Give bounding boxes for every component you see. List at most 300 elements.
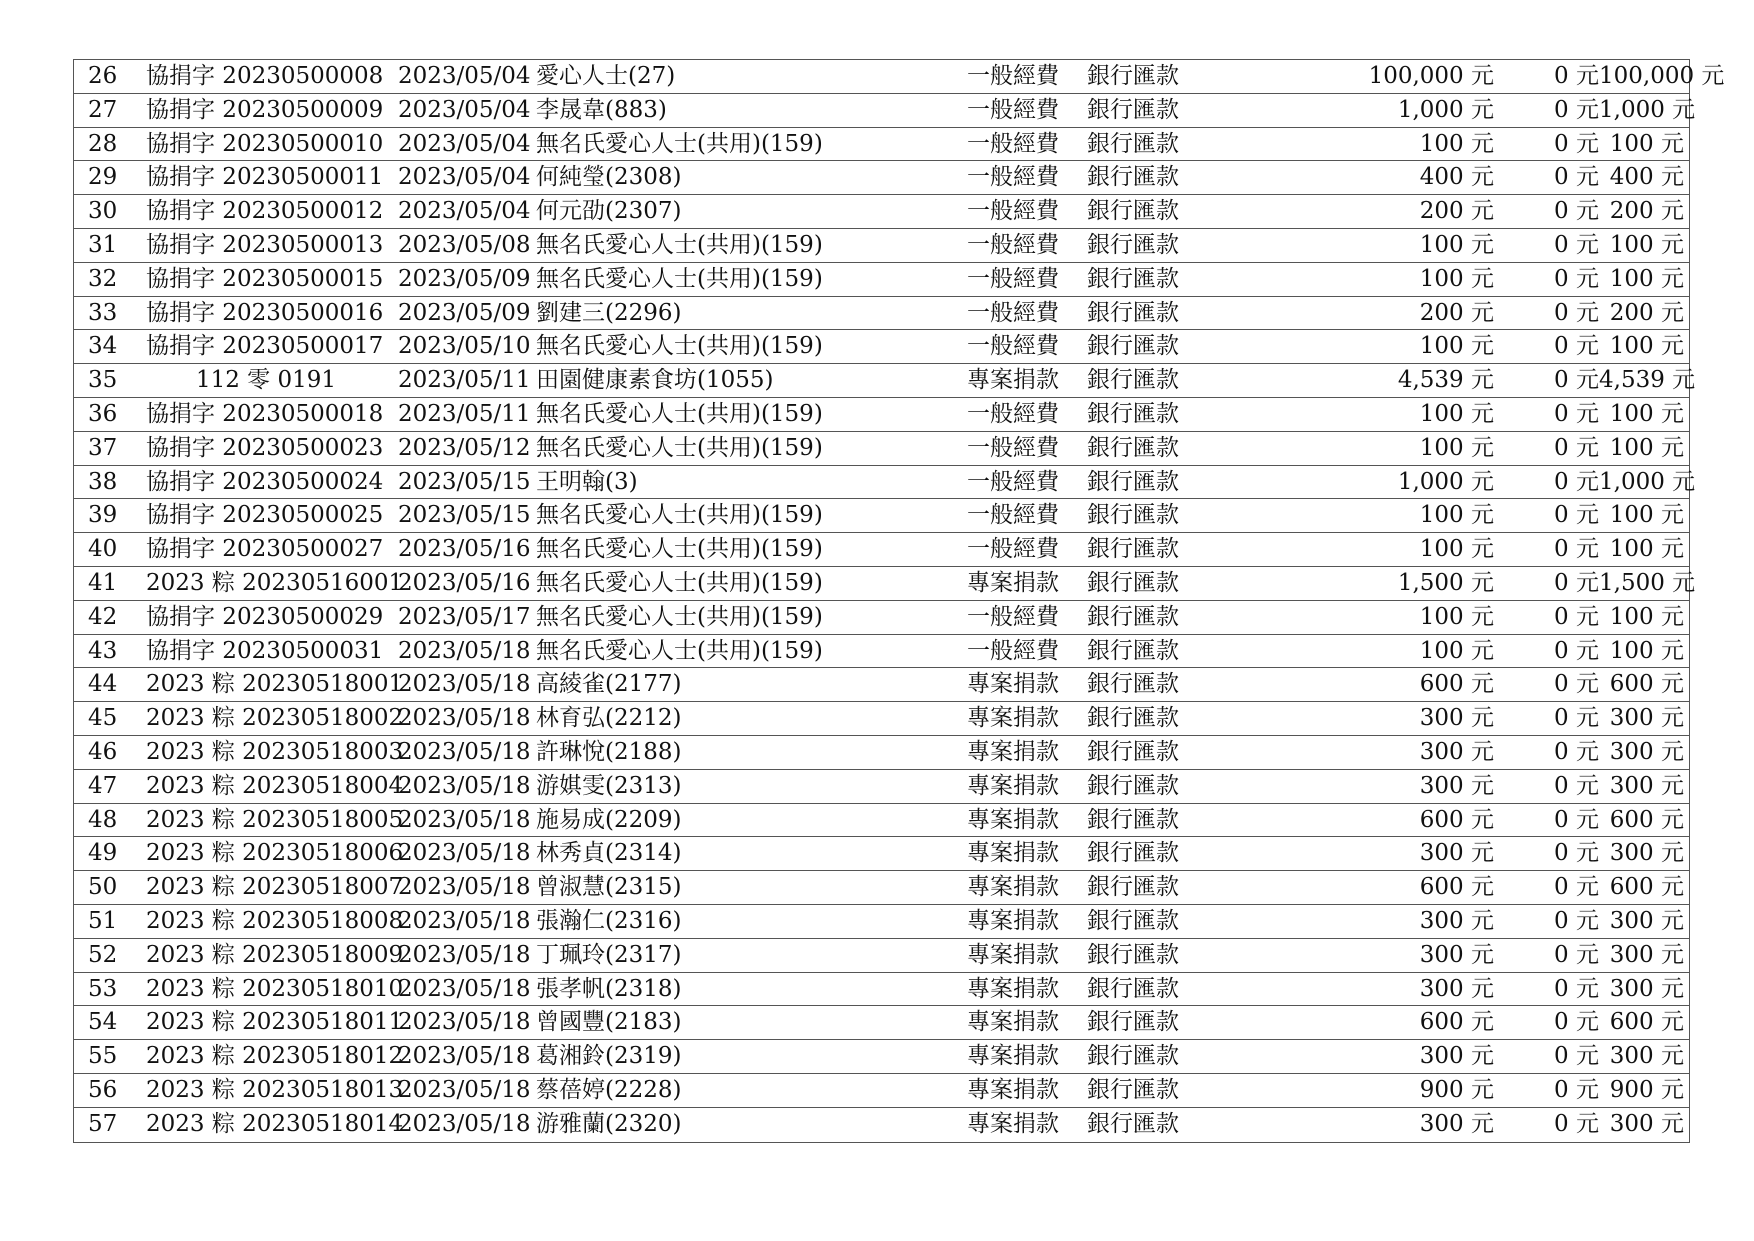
table-row <box>74 263 1689 297</box>
net-amount: 100 元 <box>1609 434 1684 461</box>
fee-amount: 0 元 <box>1554 941 1599 968</box>
donor-name: 李晟韋(883) <box>536 96 667 123</box>
fee-amount: 0 元 <box>1554 231 1599 258</box>
donation-date: 2023/05/04 <box>398 130 531 157</box>
net-amount: 300 元 <box>1609 840 1684 867</box>
payment-method: 銀行匯款 <box>1087 907 1179 934</box>
donor-name: 游娸雯(2313) <box>536 772 682 799</box>
net-amount: 100 元 <box>1609 536 1684 563</box>
donation-amount: 200 元 <box>1419 198 1494 225</box>
payment-method: 銀行匯款 <box>1087 840 1179 867</box>
donation-amount: 100 元 <box>1419 231 1494 258</box>
donor-name: 無名氏愛心人士(共用)(159) <box>536 231 823 258</box>
donor-name: 劉建三(2296) <box>536 299 682 326</box>
table-row <box>74 533 1689 567</box>
donation-date: 2023/05/16 <box>398 569 531 596</box>
payment-method: 銀行匯款 <box>1087 164 1179 191</box>
row-number: 36 <box>88 400 118 427</box>
row-number: 35 <box>88 367 118 394</box>
receipt-number: 協捐字 20230500024 <box>146 468 384 495</box>
donor-name: 施易成(2209) <box>536 806 682 833</box>
donor-name: 曾國豐(2183) <box>536 1009 682 1036</box>
payment-method: 銀行匯款 <box>1087 671 1179 698</box>
donation-table <box>73 59 1725 1143</box>
table-row <box>74 567 1696 601</box>
donor-name: 蔡蓓婷(2228) <box>536 1076 682 1103</box>
table-row <box>74 837 1689 871</box>
fee-amount: 0 元 <box>1554 536 1599 563</box>
fee-amount: 0 元 <box>1554 671 1599 698</box>
payment-method: 銀行匯款 <box>1087 536 1179 563</box>
payment-method: 銀行匯款 <box>1087 1043 1179 1070</box>
donation-purpose: 一般經費 <box>967 231 1059 258</box>
fee-amount: 0 元 <box>1554 772 1599 799</box>
table-row <box>74 161 1689 195</box>
receipt-number: 協捐字 20230500018 <box>146 400 384 427</box>
receipt-number: 2023 粽 20230518009 <box>146 941 404 968</box>
receipt-number: 協捐字 20230500017 <box>146 333 384 360</box>
net-amount: 300 元 <box>1609 738 1684 765</box>
donor-name: 愛心人士(27) <box>536 63 676 89</box>
donation-purpose: 專案捐款 <box>967 806 1059 833</box>
donation-date: 2023/05/18 <box>398 806 531 833</box>
net-amount: 1,000 元 <box>1599 96 1696 123</box>
net-amount: 4,539 元 <box>1599 367 1696 394</box>
receipt-number: 協捐字 20230500023 <box>146 434 384 461</box>
payment-method: 銀行匯款 <box>1087 96 1179 123</box>
donor-name: 無名氏愛心人士(共用)(159) <box>536 637 823 664</box>
donor-name: 游雅蘭(2320) <box>536 1110 682 1137</box>
donation-date: 2023/05/04 <box>398 96 531 123</box>
donation-amount: 300 元 <box>1419 705 1494 732</box>
donation-date: 2023/05/09 <box>398 299 531 326</box>
row-number: 38 <box>88 468 118 495</box>
donation-date: 2023/05/18 <box>398 1009 531 1036</box>
donation-date: 2023/05/11 <box>398 400 531 427</box>
payment-method: 銀行匯款 <box>1087 400 1179 427</box>
net-amount: 300 元 <box>1609 705 1684 732</box>
row-number: 34 <box>88 333 118 360</box>
receipt-number: 協捐字 20230500008 <box>146 63 384 89</box>
donation-amount: 100 元 <box>1419 333 1494 360</box>
payment-method: 銀行匯款 <box>1087 637 1179 664</box>
row-number: 47 <box>88 772 118 799</box>
net-amount: 300 元 <box>1609 975 1684 1002</box>
receipt-number: 2023 粽 20230518013 <box>146 1076 404 1103</box>
table-row <box>74 128 1689 162</box>
receipt-number: 協捐字 20230500011 <box>146 164 384 191</box>
donation-purpose: 專案捐款 <box>967 705 1059 732</box>
table-row <box>74 195 1689 229</box>
donor-name: 無名氏愛心人士(共用)(159) <box>536 333 823 360</box>
donation-date: 2023/05/15 <box>398 502 531 529</box>
row-number: 53 <box>88 975 118 1002</box>
table-row <box>74 804 1689 838</box>
payment-method: 銀行匯款 <box>1087 975 1179 1002</box>
donor-name: 田園健康素食坊(1055) <box>536 367 774 394</box>
fee-amount: 0 元 <box>1554 63 1599 89</box>
donation-amount: 100 元 <box>1419 502 1494 529</box>
donation-amount: 200 元 <box>1419 299 1494 326</box>
net-amount: 300 元 <box>1609 1043 1684 1070</box>
receipt-number: 協捐字 20230500029 <box>146 603 384 630</box>
row-number: 56 <box>88 1076 118 1103</box>
net-amount: 600 元 <box>1609 874 1684 901</box>
fee-amount: 0 元 <box>1554 96 1599 123</box>
table-row <box>74 499 1689 533</box>
donor-name: 林秀貞(2314) <box>536 840 682 867</box>
donation-purpose: 一般經費 <box>967 333 1059 360</box>
table-row <box>74 736 1689 770</box>
table-row <box>74 871 1689 905</box>
fee-amount: 0 元 <box>1554 603 1599 630</box>
table-row <box>74 1006 1689 1040</box>
table-row <box>74 432 1689 466</box>
donation-date: 2023/05/18 <box>398 941 531 968</box>
payment-method: 銀行匯款 <box>1087 434 1179 461</box>
payment-method: 銀行匯款 <box>1087 569 1179 596</box>
receipt-number: 協捐字 20230500016 <box>146 299 384 326</box>
donor-name: 何純瑩(2308) <box>536 164 682 191</box>
payment-method: 銀行匯款 <box>1087 198 1179 225</box>
donation-amount: 100 元 <box>1419 603 1494 630</box>
receipt-number: 協捐字 20230500015 <box>146 265 384 292</box>
fee-amount: 0 元 <box>1554 1110 1599 1137</box>
donation-amount: 600 元 <box>1419 1009 1494 1036</box>
donation-purpose: 一般經費 <box>967 637 1059 664</box>
donor-name: 許琳悅(2188) <box>536 738 682 765</box>
receipt-number: 協捐字 20230500012 <box>146 198 384 225</box>
donation-date: 2023/05/18 <box>398 840 531 867</box>
donor-name: 丁珮玲(2317) <box>536 941 682 968</box>
receipt-number: 2023 粽 20230518010 <box>146 975 404 1002</box>
row-number: 32 <box>88 265 118 292</box>
net-amount: 1,500 元 <box>1599 569 1696 596</box>
net-amount: 300 元 <box>1609 907 1684 934</box>
donation-amount: 1,500 元 <box>1397 569 1494 596</box>
donation-amount: 300 元 <box>1419 975 1494 1002</box>
payment-method: 銀行匯款 <box>1087 333 1179 360</box>
net-amount: 100 元 <box>1609 400 1684 427</box>
donation-date: 2023/05/18 <box>398 637 531 664</box>
table-row <box>74 905 1689 939</box>
donation-amount: 300 元 <box>1419 1110 1494 1137</box>
donation-amount: 100 元 <box>1419 434 1494 461</box>
donation-date: 2023/05/18 <box>398 671 531 698</box>
row-number: 46 <box>88 738 118 765</box>
payment-method: 銀行匯款 <box>1087 874 1179 901</box>
donation-amount: 100 元 <box>1419 637 1494 664</box>
donation-date: 2023/05/18 <box>398 1043 531 1070</box>
donation-amount: 900 元 <box>1419 1076 1494 1103</box>
net-amount: 400 元 <box>1609 164 1684 191</box>
fee-amount: 0 元 <box>1554 198 1599 225</box>
net-amount: 100 元 <box>1609 130 1684 157</box>
row-number: 55 <box>88 1043 118 1070</box>
donation-amount: 4,539 元 <box>1397 367 1494 394</box>
donation-date: 2023/05/04 <box>398 63 531 89</box>
donation-date: 2023/05/08 <box>398 231 531 258</box>
table-row <box>74 668 1689 702</box>
donation-amount: 300 元 <box>1419 772 1494 799</box>
donor-name: 無名氏愛心人士(共用)(159) <box>536 265 823 292</box>
table-row <box>74 94 1696 128</box>
receipt-number: 協捐字 20230500013 <box>146 231 384 258</box>
donor-name: 林育弘(2212) <box>536 705 682 732</box>
donation-purpose: 專案捐款 <box>967 1043 1059 1070</box>
donation-date: 2023/05/18 <box>398 1110 531 1137</box>
donation-date: 2023/05/18 <box>398 705 531 732</box>
donation-amount: 1,000 元 <box>1397 96 1494 123</box>
receipt-number: 2023 粽 20230518002 <box>146 705 404 732</box>
donation-purpose: 專案捐款 <box>967 907 1059 934</box>
payment-method: 銀行匯款 <box>1087 130 1179 157</box>
fee-amount: 0 元 <box>1554 1043 1599 1070</box>
receipt-number: 2023 粽 20230518008 <box>146 907 404 934</box>
payment-method: 銀行匯款 <box>1087 299 1179 326</box>
payment-method: 銀行匯款 <box>1087 367 1179 394</box>
donation-amount: 100 元 <box>1419 400 1494 427</box>
payment-method: 銀行匯款 <box>1087 941 1179 968</box>
net-amount: 100,000 元 <box>1599 63 1725 89</box>
donation-purpose: 專案捐款 <box>967 671 1059 698</box>
payment-method: 銀行匯款 <box>1087 1009 1179 1036</box>
table-row <box>74 1040 1689 1074</box>
receipt-number: 2023 粽 20230518014 <box>146 1110 404 1137</box>
receipt-number: 2023 粽 20230518006 <box>146 840 404 867</box>
row-number: 29 <box>88 164 118 191</box>
row-number: 45 <box>88 705 118 732</box>
fee-amount: 0 元 <box>1554 840 1599 867</box>
donation-purpose: 一般經費 <box>967 63 1059 89</box>
row-number: 37 <box>88 434 118 461</box>
payment-method: 銀行匯款 <box>1087 603 1179 630</box>
fee-amount: 0 元 <box>1554 907 1599 934</box>
receipt-number: 2023 粽 20230518005 <box>146 806 404 833</box>
donation-date: 2023/05/18 <box>398 1076 531 1103</box>
donation-amount: 600 元 <box>1419 806 1494 833</box>
donation-amount: 100 元 <box>1419 265 1494 292</box>
donation-date: 2023/05/10 <box>398 333 531 360</box>
table-row <box>74 635 1689 669</box>
row-number: 50 <box>88 874 118 901</box>
row-number: 52 <box>88 941 118 968</box>
donation-purpose: 專案捐款 <box>967 1009 1059 1036</box>
donation-amount: 1,000 元 <box>1397 468 1494 495</box>
receipt-number: 協捐字 20230500010 <box>146 130 384 157</box>
net-amount: 100 元 <box>1609 231 1684 258</box>
row-number: 57 <box>88 1110 118 1137</box>
donor-name: 曾淑慧(2315) <box>536 874 682 901</box>
table-row <box>74 702 1689 736</box>
fee-amount: 0 元 <box>1554 400 1599 427</box>
donation-purpose: 一般經費 <box>967 468 1059 495</box>
net-amount: 200 元 <box>1609 299 1684 326</box>
row-number: 39 <box>88 502 118 529</box>
donor-name: 無名氏愛心人士(共用)(159) <box>536 569 823 596</box>
donation-amount: 300 元 <box>1419 738 1494 765</box>
donation-date: 2023/05/12 <box>398 434 531 461</box>
payment-method: 銀行匯款 <box>1087 265 1179 292</box>
net-amount: 200 元 <box>1609 198 1684 225</box>
donation-purpose: 一般經費 <box>967 502 1059 529</box>
donation-date: 2023/05/16 <box>398 536 531 563</box>
net-amount: 600 元 <box>1609 1009 1684 1036</box>
donation-purpose: 專案捐款 <box>967 840 1059 867</box>
donation-amount: 300 元 <box>1419 840 1494 867</box>
donation-purpose: 一般經費 <box>967 434 1059 461</box>
row-number: 31 <box>88 231 118 258</box>
fee-amount: 0 元 <box>1554 806 1599 833</box>
table-row <box>74 398 1689 432</box>
donation-date: 2023/05/04 <box>398 164 531 191</box>
donation-purpose: 專案捐款 <box>967 569 1059 596</box>
payment-method: 銀行匯款 <box>1087 772 1179 799</box>
donor-name: 高綾雀(2177) <box>536 671 682 698</box>
donation-purpose: 專案捐款 <box>967 941 1059 968</box>
receipt-number: 2023 粽 20230516001 <box>146 569 404 596</box>
payment-method: 銀行匯款 <box>1087 1076 1179 1103</box>
row-number: 54 <box>88 1009 118 1036</box>
receipt-number: 2023 粽 20230518004 <box>146 772 404 799</box>
table-row <box>74 1108 1689 1142</box>
receipt-number: 2023 粽 20230518011 <box>146 1009 404 1036</box>
donation-amount: 100 元 <box>1419 536 1494 563</box>
donation-purpose: 一般經費 <box>967 198 1059 225</box>
row-number: 30 <box>88 198 118 225</box>
net-amount: 100 元 <box>1609 637 1684 664</box>
table-row <box>74 229 1689 263</box>
fee-amount: 0 元 <box>1554 738 1599 765</box>
donation-amount: 300 元 <box>1419 941 1494 968</box>
receipt-number: 協捐字 20230500025 <box>146 502 384 529</box>
fee-amount: 0 元 <box>1554 874 1599 901</box>
donor-name: 何元劭(2307) <box>536 198 682 225</box>
donation-date: 2023/05/18 <box>398 975 531 1002</box>
fee-amount: 0 元 <box>1554 1009 1599 1036</box>
payment-method: 銀行匯款 <box>1087 468 1179 495</box>
table-row <box>74 466 1696 500</box>
donation-date: 2023/05/17 <box>398 603 531 630</box>
payment-method: 銀行匯款 <box>1087 1110 1179 1137</box>
receipt-number: 2023 粽 20230518003 <box>146 738 404 765</box>
net-amount: 600 元 <box>1609 671 1684 698</box>
fee-amount: 0 元 <box>1554 502 1599 529</box>
row-number: 49 <box>88 840 118 867</box>
donation-date: 2023/05/11 <box>398 367 531 394</box>
fee-amount: 0 元 <box>1554 299 1599 326</box>
row-number: 42 <box>88 603 118 630</box>
donor-name: 無名氏愛心人士(共用)(159) <box>536 434 823 461</box>
donation-amount: 600 元 <box>1419 671 1494 698</box>
donation-date: 2023/05/15 <box>398 468 531 495</box>
net-amount: 100 元 <box>1609 603 1684 630</box>
donation-amount: 300 元 <box>1419 907 1494 934</box>
payment-method: 銀行匯款 <box>1087 738 1179 765</box>
payment-method: 銀行匯款 <box>1087 806 1179 833</box>
receipt-number: 2023 粽 20230518007 <box>146 874 404 901</box>
payment-method: 銀行匯款 <box>1087 502 1179 529</box>
donor-name: 無名氏愛心人士(共用)(159) <box>536 502 823 529</box>
fee-amount: 0 元 <box>1554 569 1599 596</box>
fee-amount: 0 元 <box>1554 164 1599 191</box>
fee-amount: 0 元 <box>1554 468 1599 495</box>
donation-purpose: 專案捐款 <box>967 1110 1059 1137</box>
table-row <box>74 297 1689 331</box>
donor-name: 無名氏愛心人士(共用)(159) <box>536 536 823 563</box>
donor-name: 無名氏愛心人士(共用)(159) <box>536 400 823 427</box>
donation-purpose: 專案捐款 <box>967 772 1059 799</box>
net-amount: 300 元 <box>1609 772 1684 799</box>
donation-purpose: 一般經費 <box>967 536 1059 563</box>
payment-method: 銀行匯款 <box>1087 231 1179 258</box>
donation-date: 2023/05/18 <box>398 772 531 799</box>
row-number: 26 <box>88 63 118 89</box>
receipt-number: 2023 粽 20230518001 <box>146 671 404 698</box>
donor-name: 無名氏愛心人士(共用)(159) <box>536 603 823 630</box>
table-row <box>74 1074 1689 1108</box>
fee-amount: 0 元 <box>1554 130 1599 157</box>
net-amount: 100 元 <box>1609 333 1684 360</box>
donation-purpose: 專案捐款 <box>967 367 1059 394</box>
receipt-number: 協捐字 20230500009 <box>146 96 384 123</box>
row-number: 43 <box>88 637 118 664</box>
donation-amount: 100 元 <box>1419 130 1494 157</box>
donation-date: 2023/05/18 <box>398 738 531 765</box>
row-number: 41 <box>88 569 118 596</box>
donor-name: 葛湘鈴(2319) <box>536 1043 682 1070</box>
row-number: 28 <box>88 130 118 157</box>
donation-amount: 400 元 <box>1419 164 1494 191</box>
fee-amount: 0 元 <box>1554 333 1599 360</box>
donation-purpose: 一般經費 <box>967 603 1059 630</box>
row-number: 44 <box>88 671 118 698</box>
donation-purpose: 專案捐款 <box>967 874 1059 901</box>
table-row <box>74 330 1689 364</box>
row-number: 33 <box>88 299 118 326</box>
donation-purpose: 一般經費 <box>967 400 1059 427</box>
donor-name: 張孝帆(2318) <box>536 975 682 1002</box>
net-amount: 300 元 <box>1609 1110 1684 1137</box>
table-row <box>74 364 1696 398</box>
row-number: 27 <box>88 96 118 123</box>
receipt-number: 112 零 0191 <box>195 367 337 394</box>
table-row <box>74 973 1689 1007</box>
net-amount: 100 元 <box>1609 502 1684 529</box>
donation-purpose: 一般經費 <box>967 299 1059 326</box>
receipt-number: 協捐字 20230500027 <box>146 536 384 563</box>
row-number: 48 <box>88 806 118 833</box>
net-amount: 900 元 <box>1609 1076 1684 1103</box>
fee-amount: 0 元 <box>1554 975 1599 1002</box>
donation-purpose: 一般經費 <box>967 130 1059 157</box>
table-row <box>74 601 1689 635</box>
donor-name: 王明翰(3) <box>536 468 638 495</box>
fee-amount: 0 元 <box>1554 265 1599 292</box>
fee-amount: 0 元 <box>1554 434 1599 461</box>
fee-amount: 0 元 <box>1554 637 1599 664</box>
payment-method: 銀行匯款 <box>1087 705 1179 732</box>
donation-purpose: 一般經費 <box>967 265 1059 292</box>
table-row <box>74 939 1689 973</box>
net-amount: 100 元 <box>1609 265 1684 292</box>
donation-purpose: 專案捐款 <box>967 975 1059 1002</box>
donation-date: 2023/05/18 <box>398 874 531 901</box>
net-amount: 300 元 <box>1609 941 1684 968</box>
donation-purpose: 一般經費 <box>967 164 1059 191</box>
donation-amount: 300 元 <box>1419 1043 1494 1070</box>
receipt-number: 協捐字 20230500031 <box>146 637 384 664</box>
